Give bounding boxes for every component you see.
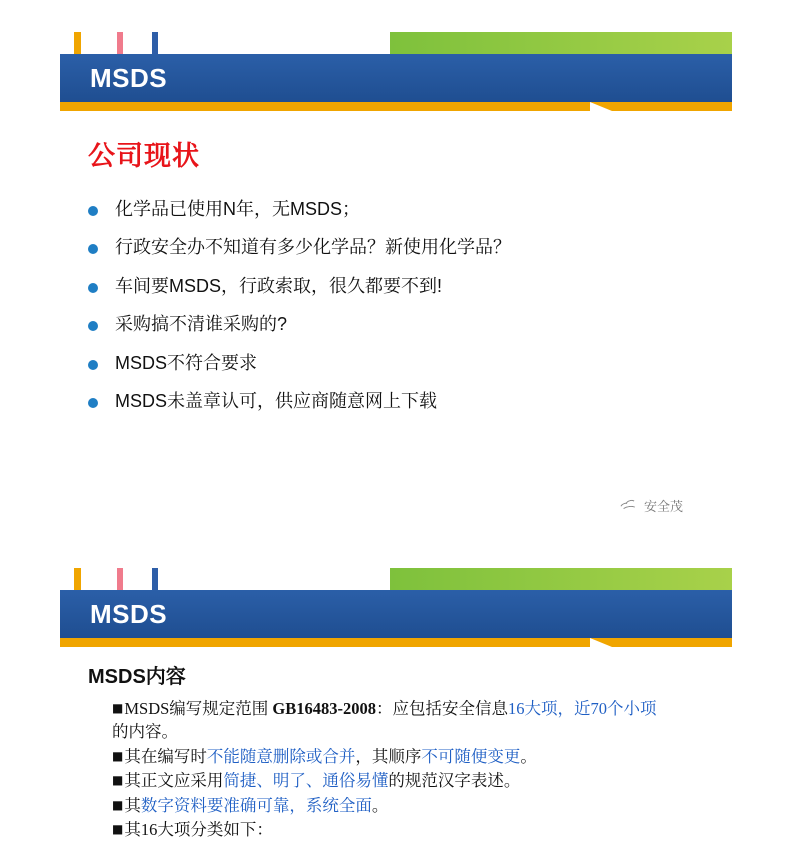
bullet-dot-icon [88,398,98,408]
slide-one-title-band [60,54,732,102]
list-item [88,275,708,298]
list-item-label: 行政安全办不知道有多少化学品？新使用化学品？ [115,237,511,258]
paragraph-run: MSDS编写规定范围 [124,699,273,718]
slide-two-paragraph-block [112,697,672,843]
paragraph-run: 不能随意删除或合并 [206,746,356,766]
slide-two-title-band [60,590,732,638]
slide-two-yellow-bar [60,638,590,647]
list-item-label: MSDS不符合要求 [115,352,258,373]
paragraph-run: ：应包括安全信息 [376,699,509,718]
watermark-label: 安全茂 [644,499,684,514]
watermark [620,496,683,515]
slide-two [0,540,801,858]
paragraph-run: 的内容。 [112,722,178,742]
list-item [88,236,708,259]
paragraph-run: ，其顺序 [355,746,422,766]
slide-two-banner-title: MSDS [90,599,168,629]
list-item-label: MSDS未盖章认可，供应商随意网上下载 [115,390,438,411]
slide-one-yellow-bar [60,102,590,111]
square-bullet-icon: ■ [112,797,124,812]
paragraph-run: 其16大项分类如下： [124,820,273,840]
paragraph-run: 16大项，近70个小项 [508,699,657,718]
paragraph [112,769,672,792]
square-bullet-icon: ■ [112,822,124,837]
square-bullet-icon: ■ [112,773,124,788]
slide-two-yellow-bar-notch [590,638,732,647]
paragraph-run: GB16483-2008 [272,699,377,718]
list-item-label: 采购搞不清谁采购的? [115,314,288,335]
slide-one-heading: 公司现状 [88,141,200,171]
list-item [88,313,708,336]
list-item [88,352,708,375]
paragraph [112,745,672,768]
paragraph-run: 其 [124,795,141,815]
paragraph-run: 。 [371,795,389,815]
paragraph-run: 数字资料要准确可靠，系统全面 [140,795,372,815]
bullet-dot-icon [88,283,98,293]
list-item [88,390,708,413]
bullet-dot-icon [88,321,98,331]
paragraph-run: 其正文应采用 [124,771,224,791]
wechat-logo-icon [620,499,638,513]
bullet-dot-icon [88,360,98,370]
slide-one-bullet-list [88,198,708,428]
square-bullet-icon: ■ [112,748,124,763]
paragraph-run: 。 [520,746,537,766]
square-bullet-icon: ■ [112,701,124,715]
list-item-label: 车间要MSDS，行政索取，很久都要不到! [115,275,443,296]
list-item-label: 化学品已使用N年，无MSDS； [115,199,361,219]
bullet-dot-icon [88,244,98,254]
paragraph-run: 简捷、明了、通俗易懂 [223,771,389,791]
slide-one-banner-title: MSDS [90,63,168,93]
paragraph [112,818,672,841]
paragraph-run: 其在编写时 [124,746,207,766]
paragraph-run: 的规范汉字表述。 [388,771,521,791]
paragraph [112,794,672,817]
paragraph [112,697,672,744]
bullet-dot-icon [88,206,98,216]
slide-two-heading: MSDS内容 [88,666,186,688]
list-item [88,198,708,221]
paragraph-run: 不可随便变更 [421,746,521,766]
slide-one-yellow-bar-notch [590,102,732,111]
